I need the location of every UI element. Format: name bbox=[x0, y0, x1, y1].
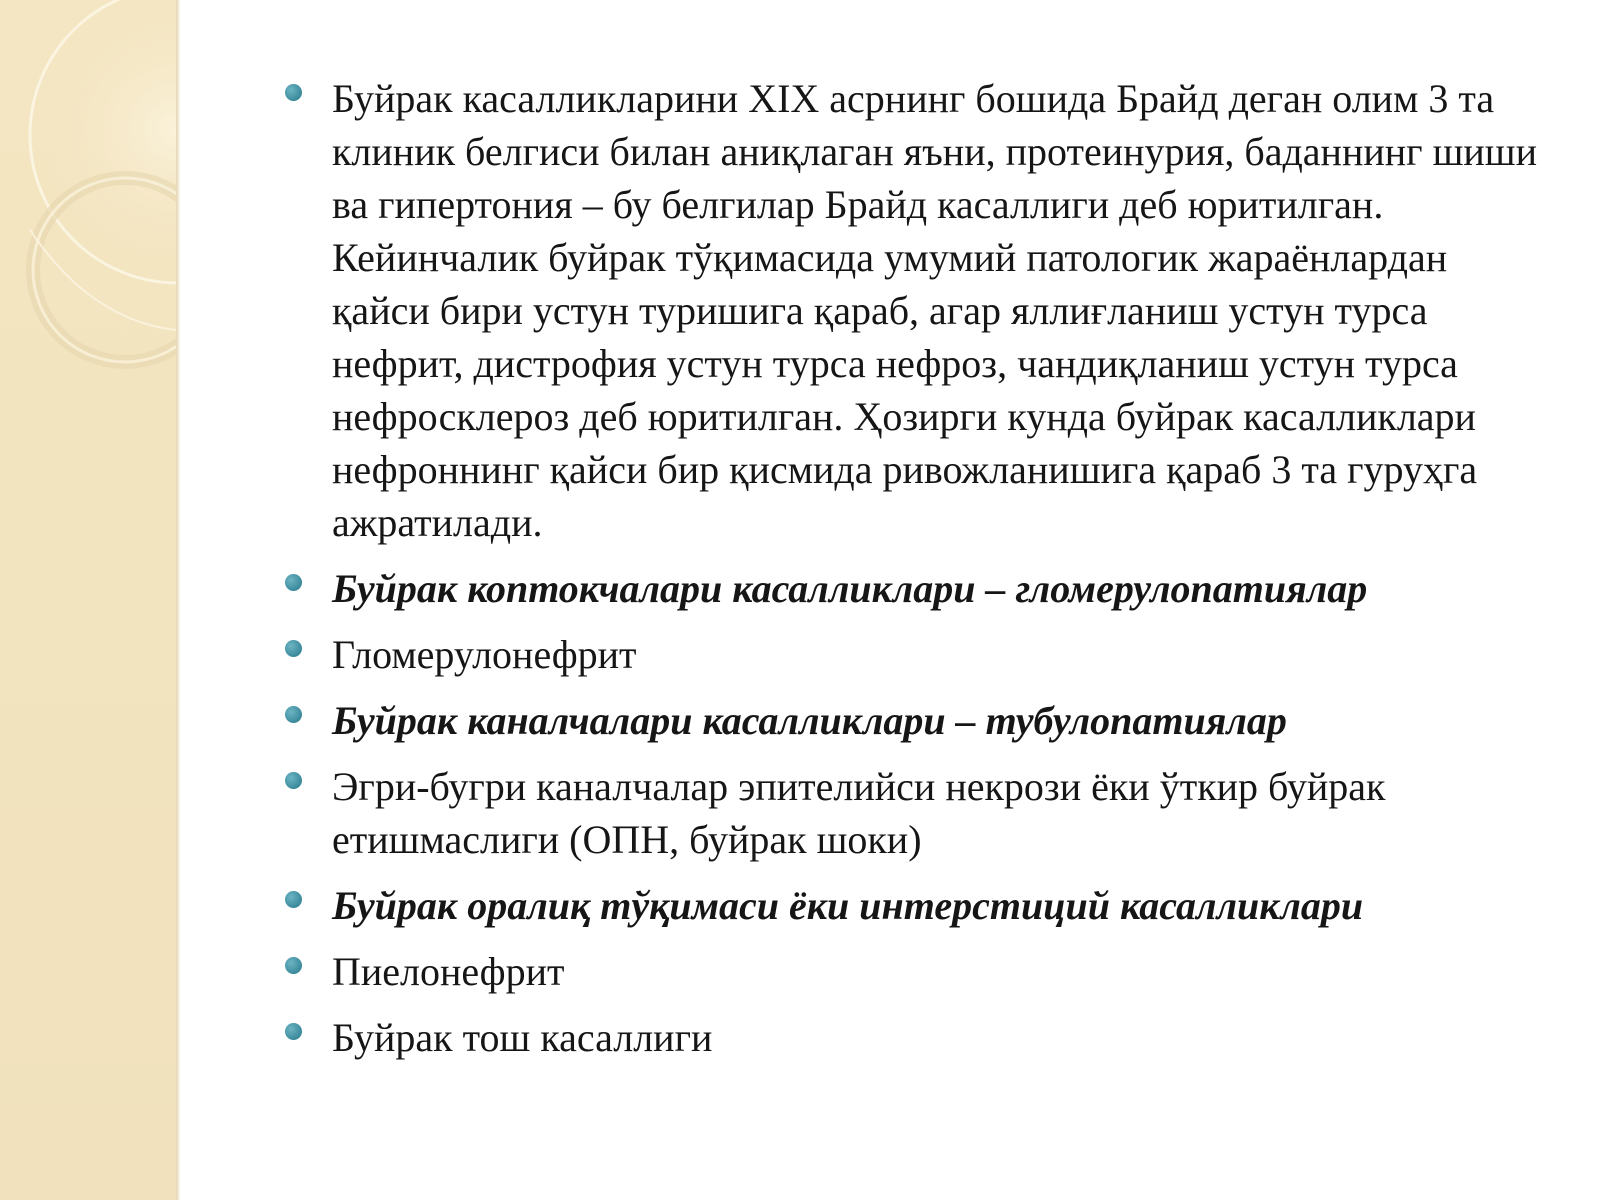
bullet-dot-icon bbox=[285, 957, 302, 974]
bullet-text: Гломерулонефрит bbox=[332, 632, 637, 677]
bullet-list bbox=[280, 72, 1550, 1064]
bullet-text: Буйрак коптокчалари касалликлари – гломерулопатиялар bbox=[332, 566, 1368, 611]
bullet-item-heading bbox=[280, 694, 1550, 747]
bullet-text: Буйрак касалликларини XIX асрнинг бошида Брайд деган олим 3 та клиник белгиси билан аниқлаган яъни, протеинурия, баданнинг шиши ва гипертония – бу белгилар Брайд касаллиги деб юритилган. Кейинчалик буйрак тўқимасида умумий патологик жараёнлардан қайси бири устун туришига қараб, агар яллиғланиш устун турса нефрит, дистрофия устун турса нефроз, чандиқланиш устун турса нефросклероз деб юритилган. Ҳозирги кунда буйрак касалликлари нефроннинг қайси бир қисмида ривожланишига қараб 3 та гуруҳга ажратилади. bbox=[332, 76, 1537, 545]
slide-content bbox=[280, 72, 1550, 1077]
bullet-item-heading bbox=[280, 562, 1550, 615]
bullet-text: Буйрак тош касаллиги bbox=[332, 1015, 713, 1060]
bullet-item bbox=[280, 945, 1550, 998]
bullet-dot-icon bbox=[285, 574, 302, 591]
bullet-text: Буйрак каналчалари касалликлари – тубулопатиялар bbox=[332, 698, 1287, 743]
bullet-item bbox=[280, 1011, 1550, 1064]
decorative-side-panel bbox=[0, 0, 176, 1200]
bullet-item bbox=[280, 72, 1550, 549]
bullet-text: Пиелонефрит bbox=[332, 949, 565, 994]
bullet-item bbox=[280, 760, 1550, 866]
bullet-dot-icon bbox=[285, 1023, 302, 1040]
bullet-item-heading bbox=[280, 879, 1550, 932]
bullet-dot-icon bbox=[285, 891, 302, 908]
bullet-dot-icon bbox=[285, 706, 302, 723]
bullet-dot-icon bbox=[285, 772, 302, 789]
bullet-item bbox=[280, 628, 1550, 681]
bullet-text: Буйрак оралиқ тўқимаси ёки интерстиций касалликлари bbox=[332, 883, 1364, 928]
decorative-circles-graphic bbox=[0, 0, 176, 1200]
bullet-dot-icon bbox=[285, 84, 302, 101]
side-panel-edge bbox=[176, 0, 180, 1200]
bullet-text: Эгри-бугри каналчалар эпителийси некрози ёки ўткир буйрак етишмаслиги (ОПН, буйрак шоки) bbox=[332, 764, 1386, 862]
bullet-dot-icon bbox=[285, 640, 302, 657]
